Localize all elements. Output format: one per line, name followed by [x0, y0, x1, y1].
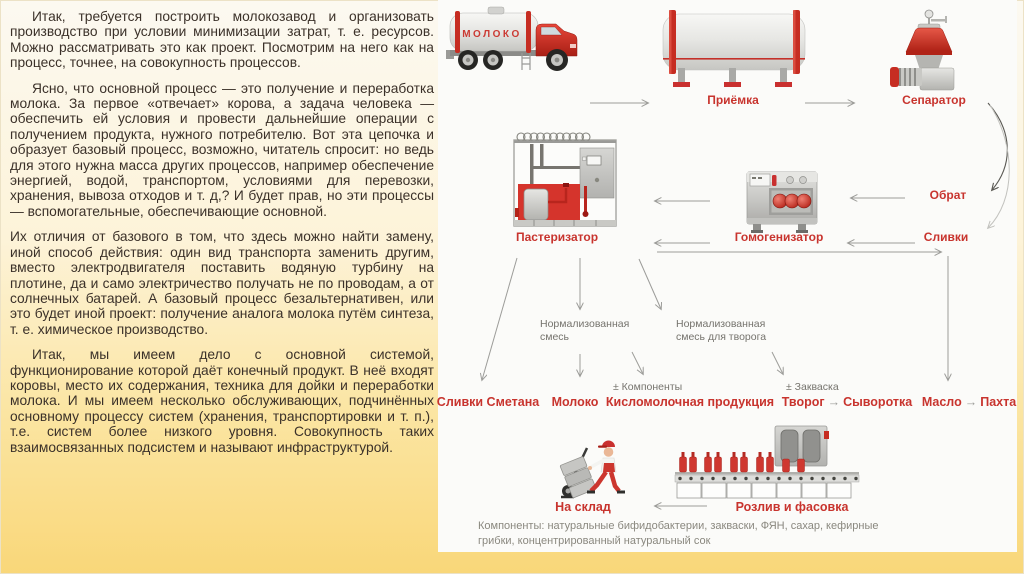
label-line: смесь для творога: [676, 331, 767, 343]
station-label-separator: Сепаратор: [902, 93, 966, 107]
process-diagram-graphics: [438, 0, 1017, 552]
flow-label-obrat: Обрат: [929, 188, 967, 202]
truck-tank-label: МОЛОКО: [462, 29, 522, 40]
station-label-homogenizer: Гомогенизатор: [734, 230, 824, 244]
product-cream-sourcream: Сливки Сметана: [436, 395, 540, 409]
product-buttermilk: Пахта: [980, 395, 1017, 409]
label-normalized-mix-curd: [676, 318, 766, 344]
paragraph: Итак, мы имеем дело с основной системой, функционирование которой даёт конечный продукт. В неё входят коровы, место их содержания, техника для дойки и переработки молока. И мы имеем несколько обслуживающих, подчинённых основному процессу систем (хранения, транспортировки и т. п.), т.е. систем более низкого уровня. Совокупность таких взаимосвязанных подсистем и называют инфраструктурой.: [10, 347, 434, 455]
components-note: Компоненты: натуральные бифидобактерии, закваски, ФЯН, сахар, кефирные грибки, концентрированный натуральный сок: [478, 520, 879, 547]
pasteurizer-icon: [514, 133, 616, 226]
flow-label-cream: Сливки: [923, 230, 969, 244]
flow-arrow-glyph: →: [964, 395, 978, 409]
label-plus-starter: ± Закваска: [786, 381, 839, 393]
label-line: смесь: [540, 331, 570, 343]
label-line: Нормализованная: [540, 318, 630, 330]
product-curd: Творог: [781, 395, 825, 409]
product-butter-buttermilk: [922, 395, 1016, 409]
station-label-bottling: Розлив и фасовка: [735, 500, 849, 514]
slide-body-text: [10, 9, 434, 465]
separator-icon: [890, 10, 954, 90]
worker-icon: [560, 441, 625, 499]
homogenizer-icon: [747, 172, 817, 233]
reception-tank-icon: [663, 10, 805, 87]
station-label-reception: Приёмка: [707, 93, 759, 107]
paragraph: Их отличия от базового в том, что здесь можно найти замену, иной способ действия: один вид транспорта заменить другим, вместо электродвигателя поставить водяную турбину на плотине, да и само электричество получать не по проводам, а от солнечных батарей. А базовый процесс безальтернативен, или это будет иной проект: получение аналога молока путём синтеза, т. е. химическое производство.: [10, 229, 434, 337]
process-diagram-panel: [438, 0, 1017, 552]
product-milk: Молоко: [551, 395, 599, 409]
station-label-warehouse: На склад: [555, 500, 611, 514]
paragraph: Ясно, что основной процесс — это получение и переработка молока. За первое «отвечает» корова, а задача человека — обеспечить ей условия и провести дальнейшие операции с получением продукта, нужного потребителю. Вот эта цепочка и образует базовый процесс, возможно, читатель спросит: но ведь для этого нужна масса других процессов, например обеспечение энергией, водой, транспортом, условиями для перевозки, хранения, вывоза отходов и т. д,? И будет прав, но эти процессы — вспомогательные, обеспечивающие основной.: [10, 80, 434, 219]
flow-arrow-glyph: →: [827, 395, 841, 409]
bottle-caps: [682, 452, 772, 457]
label-normalized-mix: [540, 318, 629, 344]
label-plus-components: ± Компоненты: [613, 381, 683, 393]
label-line: Нормализованная: [676, 318, 766, 330]
bottling-line-icon: [675, 426, 859, 498]
product-curd-whey: [782, 395, 912, 409]
product-whey: Сыворотка: [843, 395, 913, 409]
station-label-pasteurizer: Пастеризатор: [515, 230, 599, 244]
product-fermented: Кисломолочная продукция: [605, 395, 775, 409]
paragraph: Итак, требуется построить молокозавод и организовать производство при условии минимизации затрат, т. е. ресурсов. Можно рассматривать это как проект. Посмотрим на него как на процесс, точнее, на совокупность процессов.: [10, 9, 434, 71]
product-butter: Масло: [921, 395, 962, 409]
bottles: [680, 457, 805, 472]
